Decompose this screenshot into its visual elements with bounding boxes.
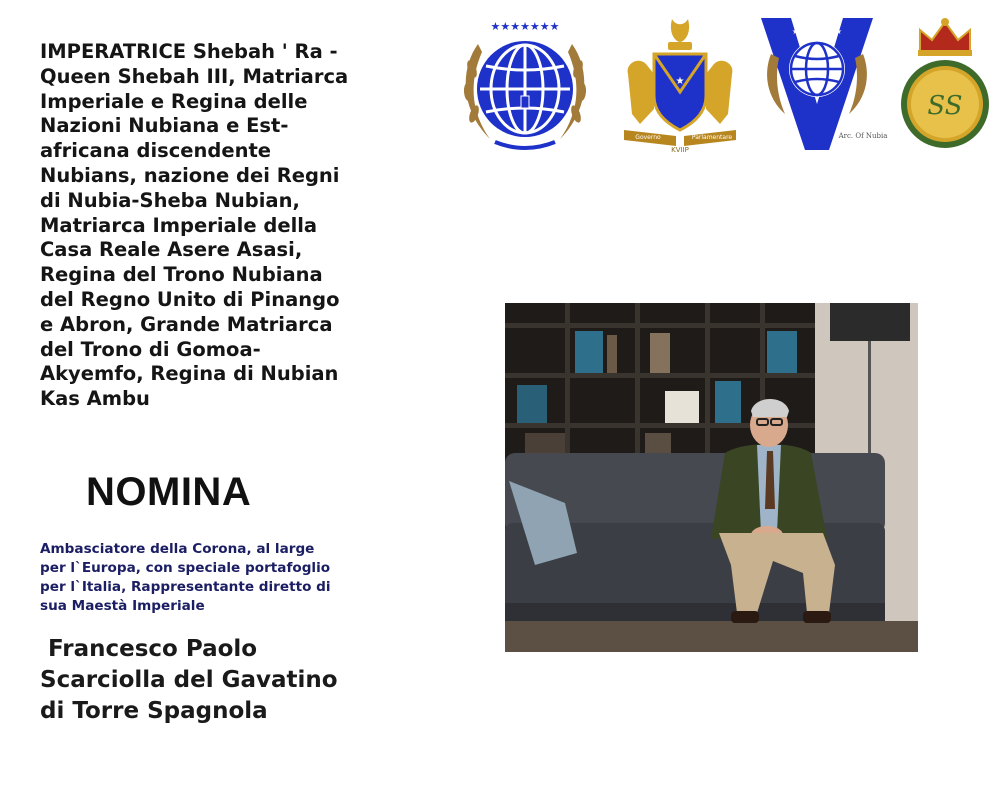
crown-plume-icon: [668, 19, 692, 50]
nomina-heading: NOMINA: [86, 470, 252, 514]
appointee-name: [40, 634, 440, 727]
intro-line: di Nubia-Sheba Nubian,: [40, 188, 300, 212]
svg-text:★: ★: [675, 76, 685, 87]
role-line: per l`Italia, Rappresentante diretto di: [40, 579, 331, 595]
intro-line: Imperiale e Regina delle: [40, 89, 308, 113]
portrait-image: [505, 303, 918, 652]
ribbon-icon: [495, 142, 555, 148]
intro-line: IMPERATRICE Shebah ' Ra -: [40, 40, 338, 63]
intro-line: Kas Ambu: [40, 387, 150, 411]
stars-icon: [792, 27, 842, 36]
crest-banner-right: Parlamentare: [691, 134, 733, 141]
intro-line: e Abron, Grande Matriarca: [40, 312, 333, 336]
emperor-title-text: [40, 40, 420, 412]
stars-icon: [490, 20, 559, 33]
v-emblem-caption: Arc. Of Nubia: [838, 132, 888, 140]
globe-icon: [789, 41, 845, 97]
intro-line: del Regno Unito di Pinango: [40, 287, 340, 311]
intro-line: Akyemfo, Regina di Nubian: [40, 362, 339, 386]
crest-caption: KVIIP: [671, 146, 689, 154]
role-line: sua Maestà Imperiale: [40, 598, 205, 614]
royal-seal-emblem: [900, 14, 990, 154]
role-line: per l`Europa, con speciale portafoglio: [40, 560, 331, 576]
globe-laurel-emblem: [450, 14, 600, 154]
portrait-photo: [505, 303, 918, 652]
svg-text:★★★★★★★: ★★★★★★★: [490, 20, 560, 33]
crown-icon: [918, 18, 972, 56]
shield-icon: [654, 54, 706, 130]
intro-line: Regina del Trono Nubiana: [40, 263, 323, 287]
intro-line: Nazioni Nubiana e Est-: [40, 114, 289, 138]
intro-line: Casa Reale Asere Asasi,: [40, 238, 303, 262]
intro-line: Queen Shebah III, Matriarca: [40, 64, 349, 88]
intro-line: Nubians, nazione dei Regni: [40, 163, 340, 187]
seal-icon: [901, 60, 989, 148]
seal-monogram: SS: [927, 91, 963, 121]
intro-line: Matriarca Imperiale della: [40, 213, 318, 237]
intro-line: africana discendente: [40, 139, 272, 163]
emblem-row: [450, 14, 990, 164]
banner-icon: [624, 130, 736, 146]
v-globe-emblem: [755, 14, 888, 154]
lamp-shade-icon: [830, 303, 910, 341]
role-description: [40, 540, 420, 616]
role-line: Ambasciatore della Corona, al large: [40, 541, 315, 557]
globe-icon: [477, 41, 573, 137]
appointee-name-line: Francesco Paolo: [40, 636, 258, 662]
crest-banner-left: Governo: [635, 134, 661, 141]
royal-crest-emblem: [620, 14, 740, 154]
appointee-name-line: di Torre Spagnola: [40, 698, 268, 724]
intro-line: del Trono di Gomoa-: [40, 337, 261, 361]
svg-text:★★★★★★★: ★★★★★★★: [791, 27, 843, 36]
appointee-name-line: Scarciolla del Gavatino: [40, 667, 338, 693]
